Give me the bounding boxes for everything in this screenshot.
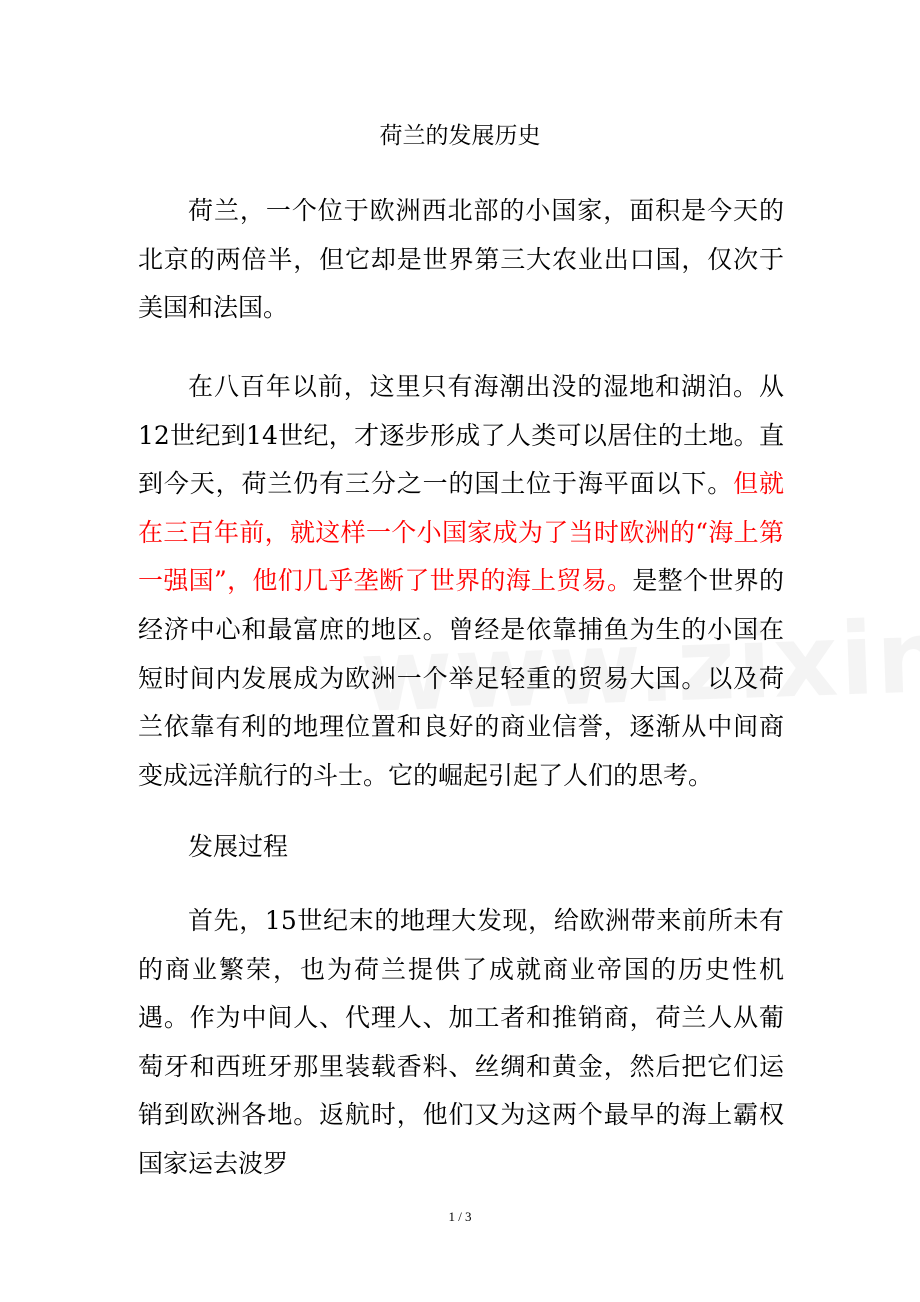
paragraph-history-text-before: 在八百年以前，这里只有海潮出没的湿地和湖泊。从12世纪到14世纪，才逐步形成了人类可以居住的土地。直到今天，荷兰仍有三分之一的国土位于海平面以下。: [138, 372, 784, 499]
paragraph-development: 首先，15世纪末的地理大发现，给欧洲带来前所未有的商业繁荣，也为荷兰提供了成就商业帝国的历史性机遇。作为中间人、代理人、加工者和推销商，荷兰人从葡萄牙和西班牙那里装载香料、丝绸和黄金，然后把它们运销到欧洲各地。返航时，他们又为这两个最早的海上霸权国家运去波罗: [138, 906, 784, 1178]
section-heading: 发展过程: [188, 832, 289, 861]
paragraph-history-text-after: 是整个世界的经济中心和最富庶的地区。曾经是依靠捕鱼为生的小国在短时间内发展成为欧洲一个举足轻重的贸易大国。以及荷兰依靠有利的地理位置和良好的商业信誉，逐渐从中间商变成远洋航行的斗士。它的崛起引起了人们的思考。: [138, 566, 784, 790]
highlighted-text: 但就在三百年前，就这样一个小国家成为了当时欧洲的“海上第一强国”，他们几乎垄断了世界的海上贸易。: [138, 469, 784, 596]
paragraph-intro: 荷兰，一个位于欧洲西北部的小国家，面积是今天的北京的两倍半，但它却是世界第三大农业出口国，仅次于美国和法国。: [138, 196, 784, 323]
page-number: 1 / 3: [448, 1209, 472, 1224]
paragraph-history: [138, 363, 784, 800]
document-title: 荷兰的发展历史: [379, 123, 541, 149]
